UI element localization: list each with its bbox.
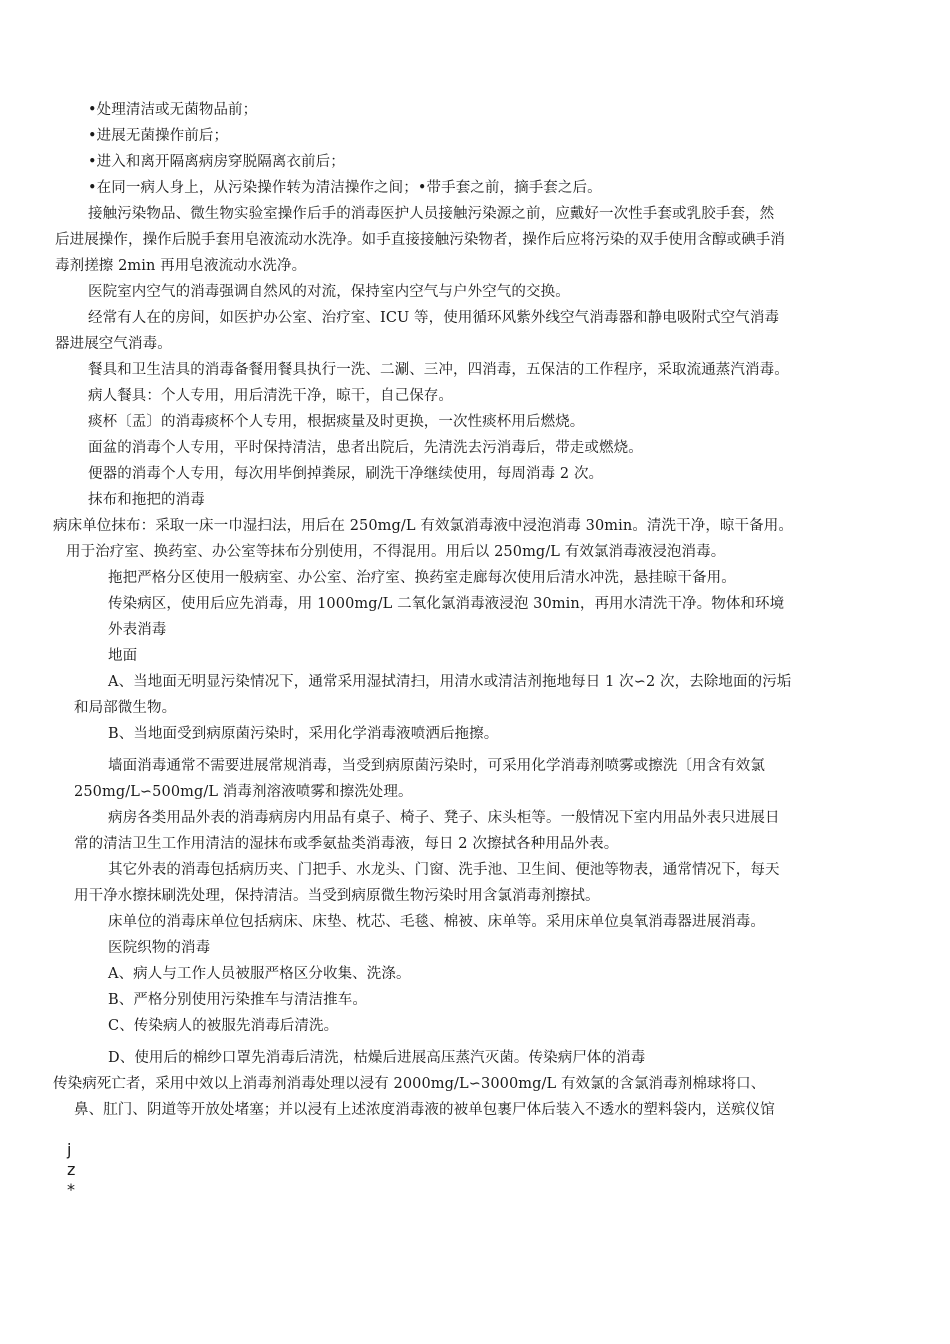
text-line: 痰杯〔盂〕的消毒痰杯个人专用，根据痰量及时更换，一次性痰杯用后燃烧。: [88, 414, 585, 430]
text-line: 墙面消毒通常不需要进展常规消毒，当受到病原菌污染时，可采用化学消毒剂喷雾或擦洗〔用含有效氯: [108, 758, 765, 774]
text-line: A、病人与工作人员被服严格区分收集、洗涤。: [108, 966, 411, 982]
text-line: 用干净水擦抹刷洗处理，保持清洁。当受到病原微生物污染时用含氯消毒剂擦拭。: [74, 888, 600, 904]
text-line: 面盆的消毒个人专用，平时保持清洁，患者出院后，先清洗去污消毒后，带走或燃烧。: [88, 440, 643, 456]
text-line: 病人餐具：个人专用，用后清洗干净，晾干，自己保存。: [88, 388, 453, 404]
text-line: 经常有人在的房间，如医护办公室、治疗室、ICU 等，使用循环风紫外线空气消毒器和静电吸附式空气消毒: [88, 310, 780, 326]
text-line: •处理清洁或无菌物品前；: [88, 102, 258, 118]
text-line: 餐具和卫生洁具的消毒备餐用餐具执行一洗、二涮、三冲，四消毒，五保洁的工作程序，采取流通蒸汽消毒。: [88, 362, 789, 378]
text-line: 医院织物的消毒: [108, 940, 211, 956]
text-line: B、当地面受到病原菌污染时，采用化学消毒液喷洒后拖擦。: [108, 726, 499, 742]
text-line: 常的清洁卫生工作用清洁的湿抹布或季氨盐类消毒液，每日 2 次擦拭各种用品外表。: [74, 836, 619, 852]
text-line: 传染病死亡者，采用中效以上消毒剂消毒处理以浸有 2000mg/L∽3000mg/L 有效氯的含氯消毒剂棉球将口、: [53, 1076, 766, 1092]
text-line: 病床单位抹布：采取一床一巾湿扫法，用后在 250mg/L 有效氯消毒液中浸泡消毒 30min。清洗干净，晾干备用。: [53, 518, 793, 534]
text-line: 外表消毒: [108, 622, 167, 638]
text-line: A、当地面无明显污染情况下，通常采用湿拭清扫，用清水或清洁剂拖地每日 1 次∽2 次，去除地面的污垢: [108, 674, 792, 690]
text-line: •进展无菌操作前后；: [88, 128, 229, 144]
text-line: 鼻、肛门、阴道等开放处堵塞；并以浸有上述浓度消毒液的被单包裹尸体后装入不透水的塑料袋内，送殡仪馆: [74, 1102, 775, 1118]
text-line: D、使用后的棉纱口罩先消毒后清洗，枯燥后进展高压蒸汽灭菌。传染病尸体的消毒: [108, 1050, 646, 1066]
text-line: 病房各类用品外表的消毒病房内用品有桌子、椅子、凳子、床头柜等。一般情况下室内用品外表只进展日: [108, 810, 780, 826]
text-line: 和局部微生物。: [74, 700, 177, 716]
text-line: 医院室内空气的消毒强调自然风的对流，保持室内空气与户外空气的交换。: [88, 284, 570, 300]
text-line: •在同一病人身上，从污染操作转为清洁操作之间；•带手套之前，摘手套之后。: [88, 180, 602, 196]
footer-mark: *: [67, 1180, 75, 1199]
text-line: 毒剂搓擦 2min 再用皂液流动水洗净。: [55, 258, 307, 274]
text-line: 传染病区，使用后应先消毒，用 1000mg/L 二氧化氯消毒液浸泡 30min，再用水清洗干净。物体和环境: [108, 596, 785, 612]
text-line: 250mg/L∽500mg/L 消毒剂溶液喷雾和擦洗处理。: [74, 784, 413, 800]
text-line: 床单位的消毒床单位包括病床、床垫、枕芯、毛毯、棉被、床单等。采用床单位臭氧消毒器进展消毒。: [108, 914, 765, 930]
text-line: •进入和离开隔离病房穿脱隔离衣前后；: [88, 154, 345, 170]
text-line: 便器的消毒个人专用，每次用毕倒掉粪尿，刷洗干净继续使用，每周消毒 2 次。: [88, 466, 604, 482]
text-line: 抹布和拖把的消毒: [88, 492, 205, 508]
text-line: 后进展操作，操作后脱手套用皂液流动水洗净。如手直接接触污染物者，操作后应将污染的双手使用含醇或碘手消: [55, 232, 785, 248]
text-line: 器进展空气消毒。: [55, 336, 172, 352]
text-line: 拖把严格分区使用一般病室、办公室、治疗室、换药室走廊每次使用后清水冲洗，悬挂晾干备用。: [108, 570, 736, 586]
footer-mark: z: [67, 1160, 76, 1179]
footer-mark: j: [67, 1140, 72, 1159]
text-line: 接触污染物品、微生物实验室操作后手的消毒医护人员接触污染源之前，应戴好一次性手套或乳胶手套，然: [88, 206, 775, 222]
text-line: 地面: [108, 648, 138, 664]
text-line: 用于治疗室、换药室、办公室等抹布分别使用，不得混用。用后以 250mg/L 有效氯消毒液浸泡消毒。: [66, 544, 726, 560]
text-line: B、严格分别使用污染推车与清洁推车。: [108, 992, 367, 1008]
text-line: C、传染病人的被服先消毒后清洗。: [108, 1018, 339, 1034]
text-line: 其它外表的消毒包括病历夹、门把手、水龙头、门窗、洗手池、卫生间、便池等物表，通常情况下，每天: [108, 862, 780, 878]
